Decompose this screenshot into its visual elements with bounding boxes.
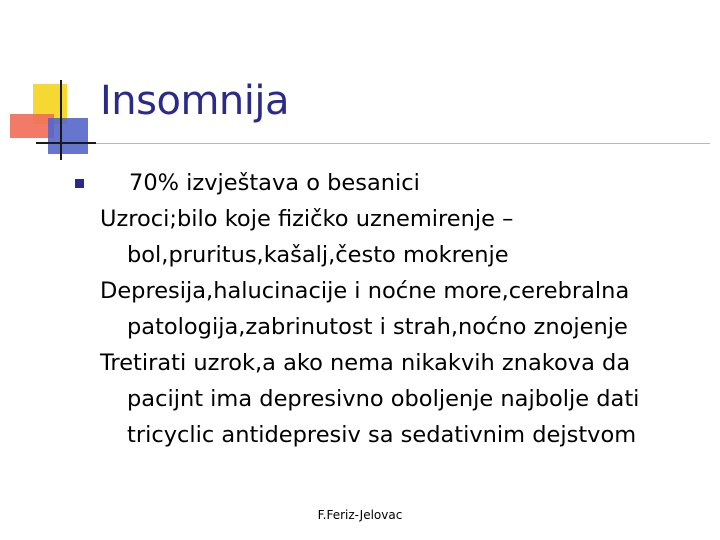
paragraph-treatment [100,345,700,453]
slide-footer: F.Feriz-Jelovac [317,508,403,522]
bullet-text: 70% izvještava o besanici [129,170,420,196]
slide-title: Insomnija [100,78,290,124]
paragraph-depression [100,273,700,345]
paragraph-line: pacijnt ima depresivno oboljenje najbolje dati [127,386,640,412]
paragraph-line: Depresija,halucinacije i noćne more,cerebralna [100,278,630,304]
paragraph-line: Tretirati uzrok,a ako nema nikakvih znakova da [100,350,631,376]
decor-vertical-line [60,80,62,160]
bullet-item [100,165,700,201]
decor-blue-square [48,118,88,154]
paragraph-line: tricyclic antidepresiv sa sedativnim dejstvom [127,422,637,448]
paragraph-line: Uzroci;bilo koje fizičko uznemirenje – [100,206,514,232]
paragraph-line: bol,pruritus,kašalj,često mokrenje [127,242,509,268]
slide-body [100,165,700,453]
square-bullet-icon [75,179,84,188]
title-underline [96,143,710,144]
paragraph-line: patologija,zabrinutost i strah,noćno znojenje [127,314,628,340]
paragraph-causes [100,201,700,273]
decor-cross-line [36,142,96,144]
